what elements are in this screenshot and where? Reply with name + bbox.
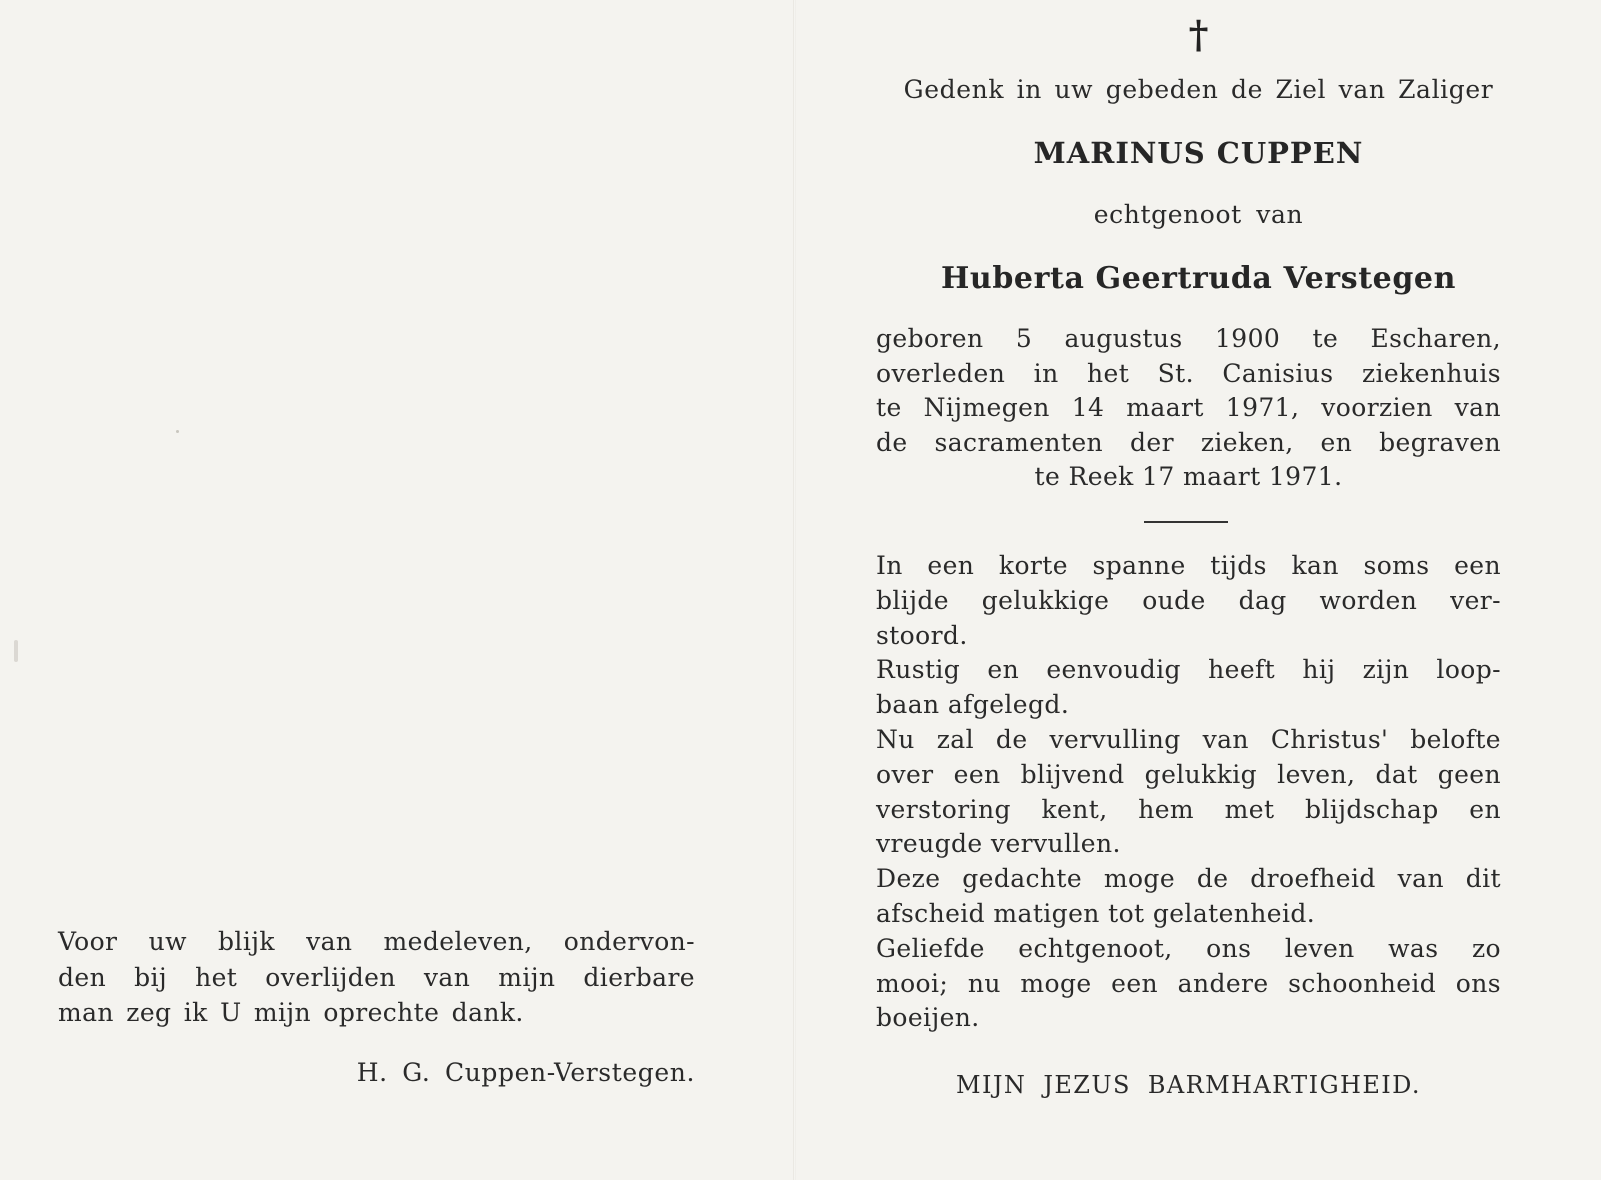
intro-line: Gedenk in uw gebeden de Ziel van Zaliger xyxy=(903,75,1494,104)
poem-line: Rustig en eenvoudig heeft hij zijn loop- xyxy=(876,655,1501,685)
biography-line: geboren 5 augustus 1900 te Escharen, xyxy=(876,324,1501,353)
biography-line: te Nijmegen 14 maart 1971, voorzien van xyxy=(876,393,1501,422)
biography-line: overleden in het St. Canisius ziekenhuis xyxy=(876,358,1501,388)
spouse-label: echtgenoot van xyxy=(1093,200,1304,229)
paper-speck xyxy=(176,430,179,433)
poem-line: verstoring kent, hem met blijdschap en xyxy=(876,794,1501,824)
biography-line: te Reek 17 maart 1971. xyxy=(1034,462,1343,491)
spouse-name: Huberta Geertruda Verstegen xyxy=(940,261,1457,296)
poem-line: Nu zal de vervulling van Christus' belofte xyxy=(876,724,1501,754)
biography xyxy=(876,322,1501,495)
memorial-poem xyxy=(876,549,1501,1036)
right-panel xyxy=(796,0,1601,1180)
poem-line: Deze gedachte moge de droefheid van dit xyxy=(876,864,1501,894)
acknowledgement-line: den bij het overlijden van mijn dierbare xyxy=(58,962,695,992)
acknowledgement-line: Voor uw blijk van medeleven, ondervon- xyxy=(58,927,695,956)
acknowledgement-text xyxy=(58,924,695,1031)
poem-line: over een blijvend gelukkig leven, dat geen xyxy=(876,759,1501,789)
poem-line: blijde gelukkige oude dag worden ver- xyxy=(876,585,1501,615)
biography-line: de sacramenten der zieken, en begraven xyxy=(876,427,1501,457)
left-panel xyxy=(0,0,793,1180)
poem-line: mooi; nu moge een andere schoonheid ons xyxy=(876,968,1501,998)
closing-prayer: MIJN JEZUS BARMHARTIGHEID. xyxy=(956,1071,1421,1099)
poem-line: boeijen. xyxy=(876,1003,980,1033)
deceased-name: MARINUS CUPPEN xyxy=(1033,136,1364,170)
divider xyxy=(1144,521,1228,523)
paper-speck xyxy=(14,640,18,662)
cross-icon: † xyxy=(1188,12,1209,57)
signature: H. G. Cuppen-Verstegen. xyxy=(356,1058,695,1087)
poem-line: In een korte spanne tijds kan soms een xyxy=(876,551,1501,580)
acknowledgement-line: man zeg ik U mijn oprechte dank. xyxy=(58,998,524,1027)
poem-line: Geliefde echtgenoot, ons leven was zo xyxy=(876,933,1501,963)
poem-line: baan afgelegd. xyxy=(876,690,1070,720)
poem-line: afscheid matigen tot gelatenheid. xyxy=(876,898,1316,928)
poem-line: vreugde vervullen. xyxy=(876,829,1121,859)
poem-line: stoord. xyxy=(876,620,968,650)
